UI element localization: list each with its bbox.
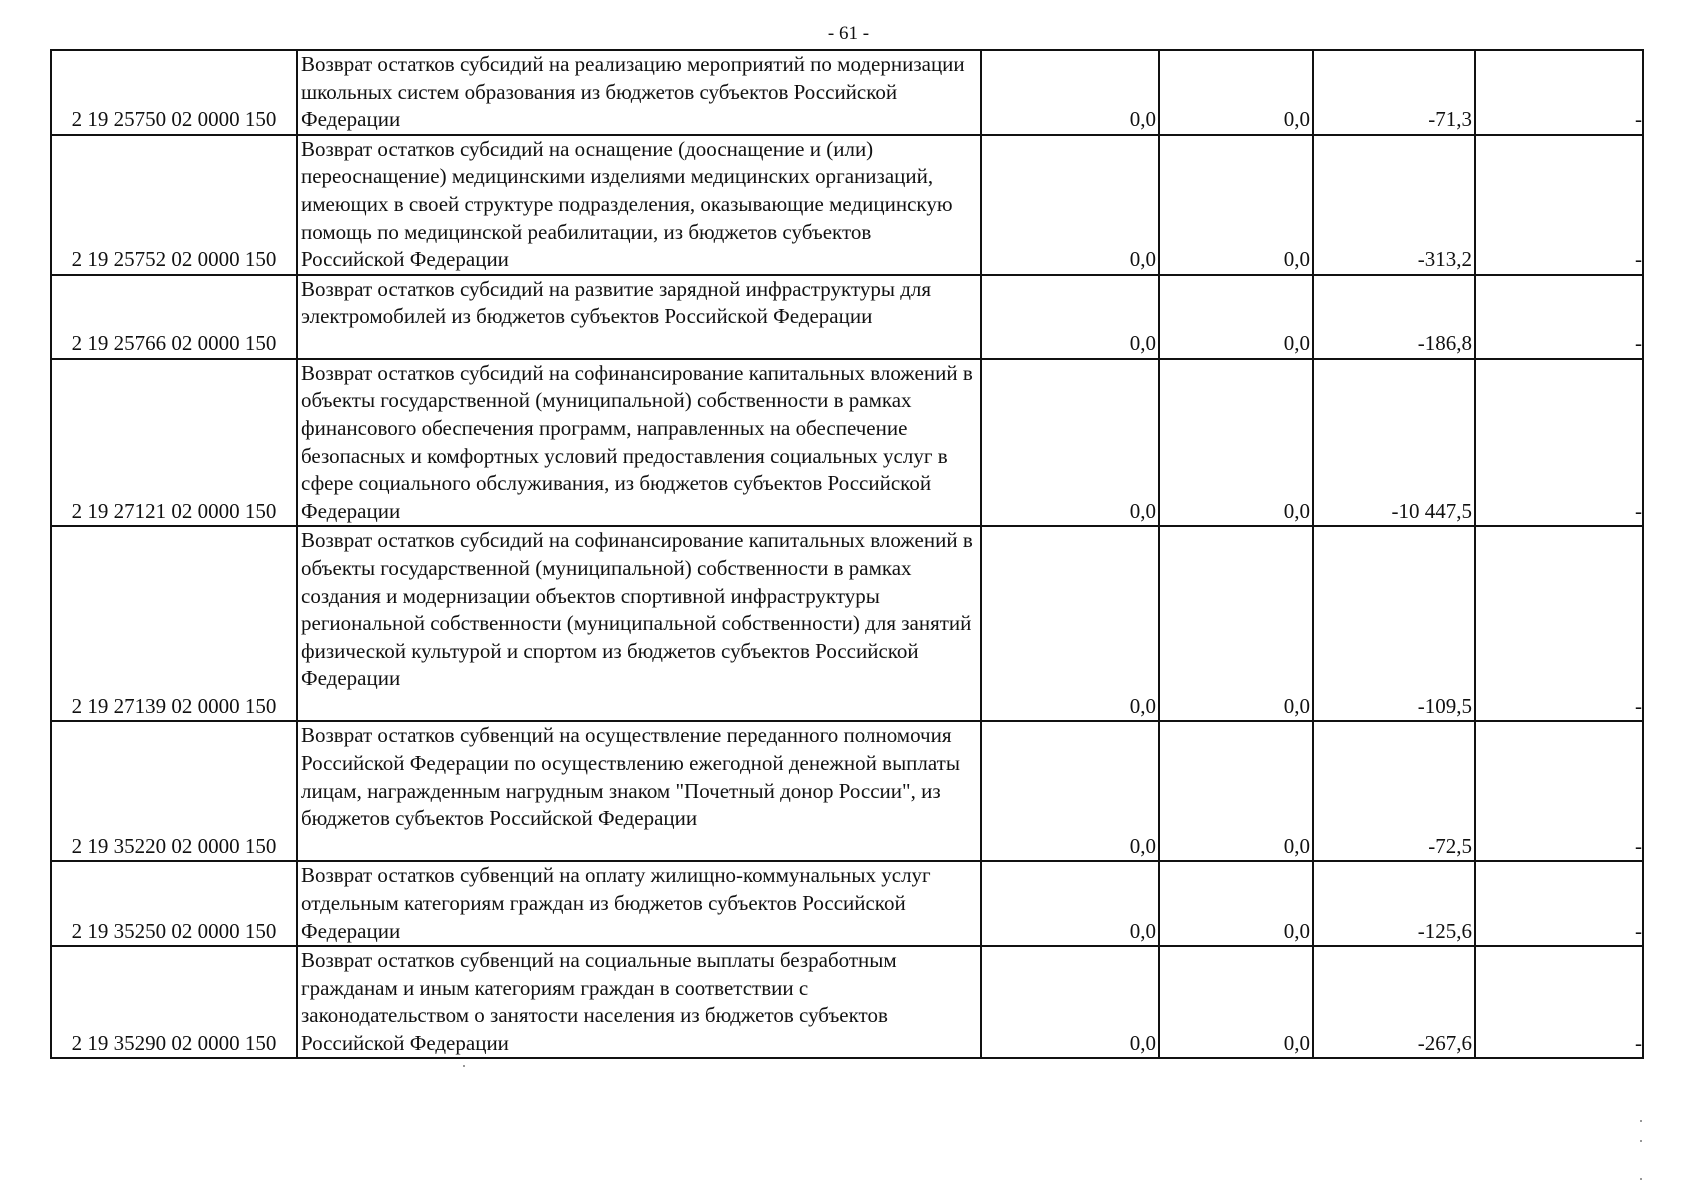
value-col1: 0,0 <box>981 946 1159 1058</box>
value-col1: 0,0 <box>981 135 1159 275</box>
budget-code: 2 19 25750 02 0000 150 <box>51 50 297 135</box>
row-description: Возврат остатков субсидий на развитие зарядной инфраструктуры для электромобилей из бюджетов субъектов Российской Федерации <box>297 275 981 359</box>
page-number: - 61 - <box>827 23 870 44</box>
row-description: Возврат остатков субсидий на софинансирование капитальных вложений в объекты государственной (муниципальной) собственности в рамках создания и модернизации объектов спортивной инфраструктуры региональной собственности (муниципальной собственности) для занятий физической культурой и спортом из бюджетов субъектов Российской Федерации <box>297 526 981 721</box>
scan-speck <box>1640 1178 1642 1180</box>
value-col1: 0,0 <box>981 861 1159 946</box>
value-col1: 0,0 <box>981 50 1159 135</box>
row-description: Возврат остатков субвенций на оплату жилищно-коммунальных услуг отдельным категориям граждан из бюджетов субъектов Российской Федерации <box>297 861 981 946</box>
value-col3: -313,2 <box>1313 135 1475 275</box>
value-col4: - <box>1475 50 1643 135</box>
table-row <box>51 50 1643 135</box>
value-col3: -109,5 <box>1313 526 1475 721</box>
value-col4: - <box>1475 946 1643 1058</box>
value-col4: - <box>1475 135 1643 275</box>
value-col4: - <box>1475 275 1643 359</box>
table-row <box>51 721 1643 861</box>
value-col1: 0,0 <box>981 275 1159 359</box>
scan-speck <box>1640 1140 1642 1142</box>
value-col1: 0,0 <box>981 721 1159 861</box>
value-col3: -71,3 <box>1313 50 1475 135</box>
value-col4: - <box>1475 721 1643 861</box>
row-description: Возврат остатков субвенций на осуществление переданного полномочия Российской Федерации по осуществлению ежегодной денежной выплаты лицам, награжденным нагрудным знаком "Почетный донор России", из бюджетов субъектов Российской Федерации <box>297 721 981 861</box>
value-col4: - <box>1475 526 1643 721</box>
scan-speck <box>463 1065 465 1067</box>
row-description: Возврат остатков субсидий на оснащение (дооснащение и (или) переоснащение) медицинскими изделиями медицинских организаций, имеющих в своей структуре подразделения, оказывающие медицинскую помощь по медицинской реабилитации, из бюджетов субъектов Российской Федерации <box>297 135 981 275</box>
budget-code: 2 19 35220 02 0000 150 <box>51 721 297 861</box>
value-col3: -186,8 <box>1313 275 1475 359</box>
value-col1: 0,0 <box>981 526 1159 721</box>
budget-table <box>50 49 1644 1059</box>
table-row <box>51 946 1643 1058</box>
budget-code: 2 19 25766 02 0000 150 <box>51 275 297 359</box>
table-row <box>51 359 1643 527</box>
budget-code: 2 19 35250 02 0000 150 <box>51 861 297 946</box>
budget-code: 2 19 27121 02 0000 150 <box>51 359 297 527</box>
row-description: Возврат остатков субвенций на социальные выплаты безработным гражданам и иным категориям граждан в соответствии с законодательством о занятости населения из бюджетов субъектов Российской Федерации <box>297 946 981 1058</box>
value-col2: 0,0 <box>1159 275 1313 359</box>
budget-code: 2 19 27139 02 0000 150 <box>51 526 297 721</box>
table-row <box>51 526 1643 721</box>
row-description: Возврат остатков субсидий на реализацию мероприятий по модернизации школьных систем образования из бюджетов субъектов Российской Федерации <box>297 50 981 135</box>
value-col2: 0,0 <box>1159 50 1313 135</box>
value-col2: 0,0 <box>1159 721 1313 861</box>
value-col2: 0,0 <box>1159 135 1313 275</box>
value-col4: - <box>1475 359 1643 527</box>
value-col2: 0,0 <box>1159 359 1313 527</box>
value-col1: 0,0 <box>981 359 1159 527</box>
table-row <box>51 135 1643 275</box>
value-col3: -267,6 <box>1313 946 1475 1058</box>
scan-speck <box>1640 1120 1642 1122</box>
value-col3: -125,6 <box>1313 861 1475 946</box>
budget-code: 2 19 35290 02 0000 150 <box>51 946 297 1058</box>
value-col2: 0,0 <box>1159 946 1313 1058</box>
value-col2: 0,0 <box>1159 861 1313 946</box>
row-description: Возврат остатков субсидий на софинансирование капитальных вложений в объекты государственной (муниципальной) собственности в рамках финансового обеспечения программ, направленных на обеспечение безопасных и комфортных условий предоставления социальных услуг в сфере социального обслуживания, из бюджетов субъектов Российской Федерации <box>297 359 981 527</box>
budget-code: 2 19 25752 02 0000 150 <box>51 135 297 275</box>
table-row <box>51 275 1643 359</box>
value-col2: 0,0 <box>1159 526 1313 721</box>
table-row <box>51 861 1643 946</box>
value-col3: -72,5 <box>1313 721 1475 861</box>
value-col4: - <box>1475 861 1643 946</box>
value-col3: -10 447,5 <box>1313 359 1475 527</box>
